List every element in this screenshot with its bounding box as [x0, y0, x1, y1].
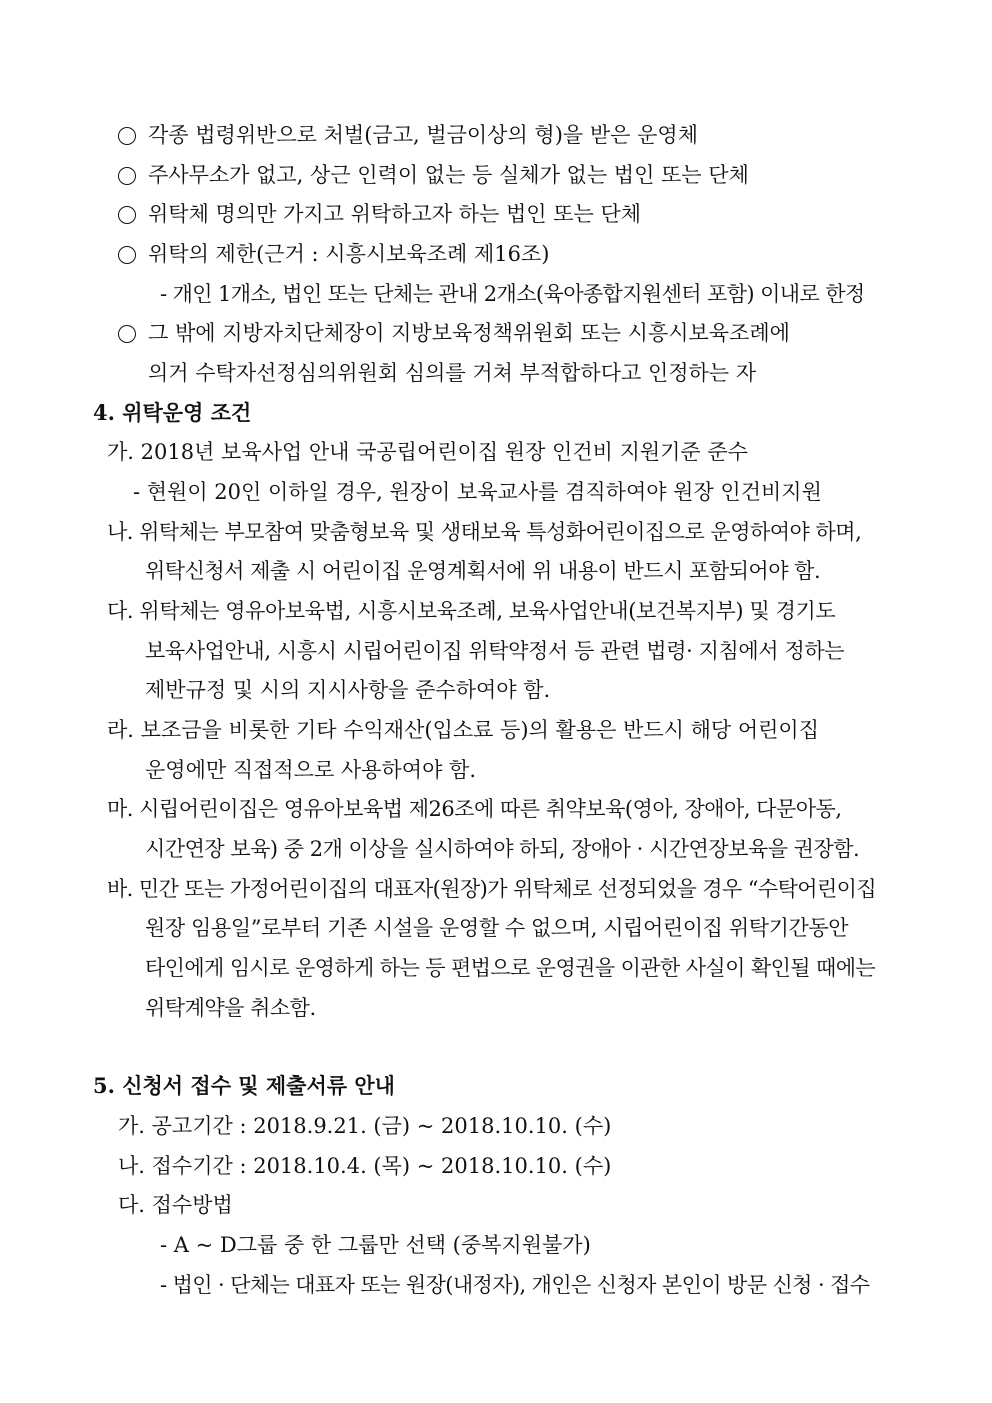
disqualification-item: 각종 법령위반으로 처벌(금고, 벌금이상의 형)을 받은 운영체	[118, 120, 698, 150]
disqualification-item: 주사무소가 없고, 상근 인력이 없는 등 실체가 없는 법인 또는 단체	[118, 160, 749, 190]
section-4-title: 4. 위탁운영 조건	[93, 400, 252, 425]
receipt-method-item: - A ~ D그룹 중 한 그룹만 선택 (중복지원불가)	[160, 1233, 591, 1257]
condition-line: 운영에만 직접적으로 사용하여야 함.	[145, 758, 476, 782]
section-5-title: 5. 신청서 접수 및 제출서류 안내	[93, 1073, 395, 1098]
condition-line: 나. 위탁체는 부모참여 맞춤형보육 및 생태보육 특성화어린이집으로 운영하여야 하며,	[107, 520, 862, 544]
condition-line: - 현원이 20인 이하일 경우, 원장이 보육교사를 겸직하여야 원장 인건비지원	[133, 480, 822, 504]
receipt-period: 나. 접수기간 : 2018.10.4. (목) ~ 2018.10.10. (수)	[118, 1154, 612, 1178]
disqualification-item: 위탁체 명의만 가지고 위탁하고자 하는 법인 또는 단체	[118, 199, 641, 229]
condition-line: 시간연장 보육) 중 2개 이상을 실시하여야 하되, 장애아 · 시간연장보육을 권장함.	[145, 837, 860, 861]
circle-bullet-icon	[118, 167, 136, 185]
condition-line: 원장 임용일”로부터 기존 시설을 운영할 수 없으며, 시립어린이집 위탁기간동안	[145, 916, 849, 940]
disqualification-continuation: 의거 수탁자선정심의위원회 심의를 거쳐 부적합하다고 인정하는 자	[148, 361, 757, 385]
condition-line: 타인에게 임시로 운영하게 하는 등 편법으로 운영권을 이관한 사실이 확인될 때에는	[145, 956, 876, 980]
condition-line: 위탁신청서 제출 시 어린이집 운영계획서에 위 내용이 반드시 포함되어야 함.	[145, 559, 821, 583]
condition-line: 라. 보조금을 비롯한 기타 수익재산(입소료 등)의 활용은 반드시 해당 어린이집	[107, 718, 820, 742]
circle-bullet-icon	[118, 246, 136, 264]
circle-bullet-icon	[118, 206, 136, 224]
condition-line: 가. 2018년 보육사업 안내 국공립어린이집 원장 인건비 지원기준 준수	[107, 440, 748, 464]
limit-note: - 개인 1개소, 법인 또는 단체는 관내 2개소(육아종합지원센터 포함) 이내로 한정	[160, 282, 865, 306]
notice-period: 가. 공고기간 : 2018.9.21. (금) ~ 2018.10.10. (수)	[118, 1114, 612, 1138]
receipt-method: 다. 접수방법	[118, 1193, 233, 1217]
circle-bullet-icon	[118, 127, 136, 145]
condition-line: 마. 시립어린이집은 영유아보육법 제26조에 따른 취약보육(영아, 장애아, 다문아동,	[107, 797, 842, 821]
disqualification-item: 그 밖에 지방자치단체장이 지방보육정책위원회 또는 시흥시보육조례에	[118, 318, 790, 348]
condition-line: 다. 위탁체는 영유아보육법, 시흥시보육조례, 보육사업안내(보건복지부) 및 경기도	[107, 599, 836, 623]
circle-bullet-icon	[118, 325, 136, 343]
disqualification-item: 위탁의 제한(근거 : 시흥시보육조례 제16조)	[118, 239, 549, 269]
condition-line: 바. 민간 또는 가정어린이집의 대표자(원장)가 위탁체로 선정되었을 경우 “수탁어린이집	[107, 877, 877, 901]
condition-line: 위탁계약을 취소함.	[145, 996, 316, 1020]
condition-line: 보육사업안내, 시흥시 시립어린이집 위탁약정서 등 관련 법령· 지침에서 정하는	[145, 639, 845, 663]
receipt-method-item: - 법인 · 단체는 대표자 또는 원장(내정자), 개인은 신청자 본인이 방문 신청 · 접수	[160, 1273, 870, 1297]
condition-line: 제반규정 및 시의 지시사항을 준수하여야 함.	[145, 678, 551, 702]
